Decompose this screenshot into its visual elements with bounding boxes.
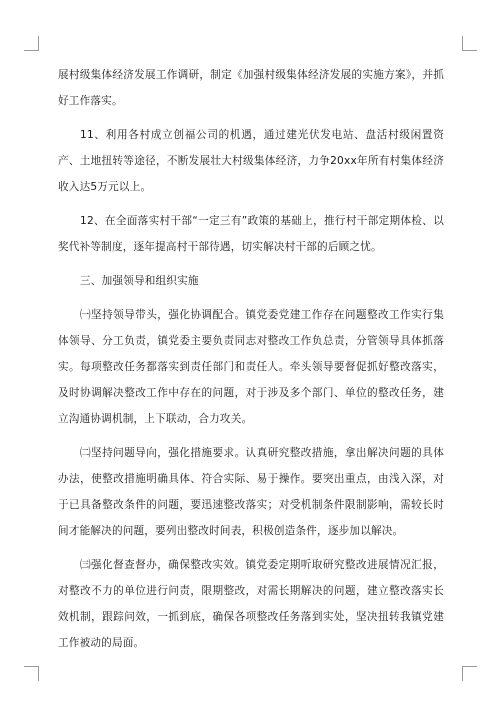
section-heading: 三、加强领导和组织实施 xyxy=(80,275,199,287)
document-body xyxy=(58,62,444,664)
paragraph-6: ㈢强化督查督办，确保整改实效。镇党委定期听取研究整改进展情况汇报，对整改不力的单位进行问责，限期整改，对需长期解决的问题，建立整改落实长效机制，跟踪问效，一抓到底，确保各项整改任务落到实处，坚决扭转我镇党建工作被动的局面。 xyxy=(58,559,444,649)
crop-mark-top-left xyxy=(24,36,39,51)
paragraph-1: 展村级集体经济发展工作调研，制定《加强村级集体经济发展的实施方案》，并抓好工作落实。 xyxy=(58,69,444,107)
paragraph-4: ㈠坚持领导带头，强化协调配合。镇党委党建工作存在问题整改工作实行集体领导、分工负责，镇党委主要负责同志对整改工作负总责，分管领导具体抓落实。每项整改任务都落实到责任部门和责任人。牵头领导要督促抓好整改落实，及时协调解决整改工作中存在的问题，对于涉及多个部门、单位的整改任务，建立沟通协调机制，上下联动，合力攻关。 xyxy=(58,309,444,425)
paragraph-2: 11、利用各村成立创福公司的机遇，通过建光伏发电站、盘活村级闲置资产、土地扭转等途径，不断发展壮大村级集体经济，力争20xx年所有村集体经济收入达5万元以上。 xyxy=(58,129,444,193)
paragraph-5: ㈡坚持问题导向，强化措施要求。认真研究整改措施，拿出解决问题的具体办法，使整改措施明确具体、符合实际、易于操作。要突出重点，由浅入深，对于已具备整改条件的问题，要迅速整改落实；对受机制条件限制影响，需较长时间才能解决的问题，要列出整改时间表，积极创造条件，逐步加以解决。 xyxy=(58,447,444,537)
crop-mark-top-right xyxy=(462,36,477,51)
paragraph-3: 12、在全面落实村干部“一定三有”政策的基础上，推行村干部定期体检、以奖代补等制度，逐年提高村干部待遇，切实解决村干部的后顾之忧。 xyxy=(58,215,444,253)
crop-mark-bottom-right xyxy=(462,666,477,681)
crop-mark-bottom-left xyxy=(24,666,39,681)
